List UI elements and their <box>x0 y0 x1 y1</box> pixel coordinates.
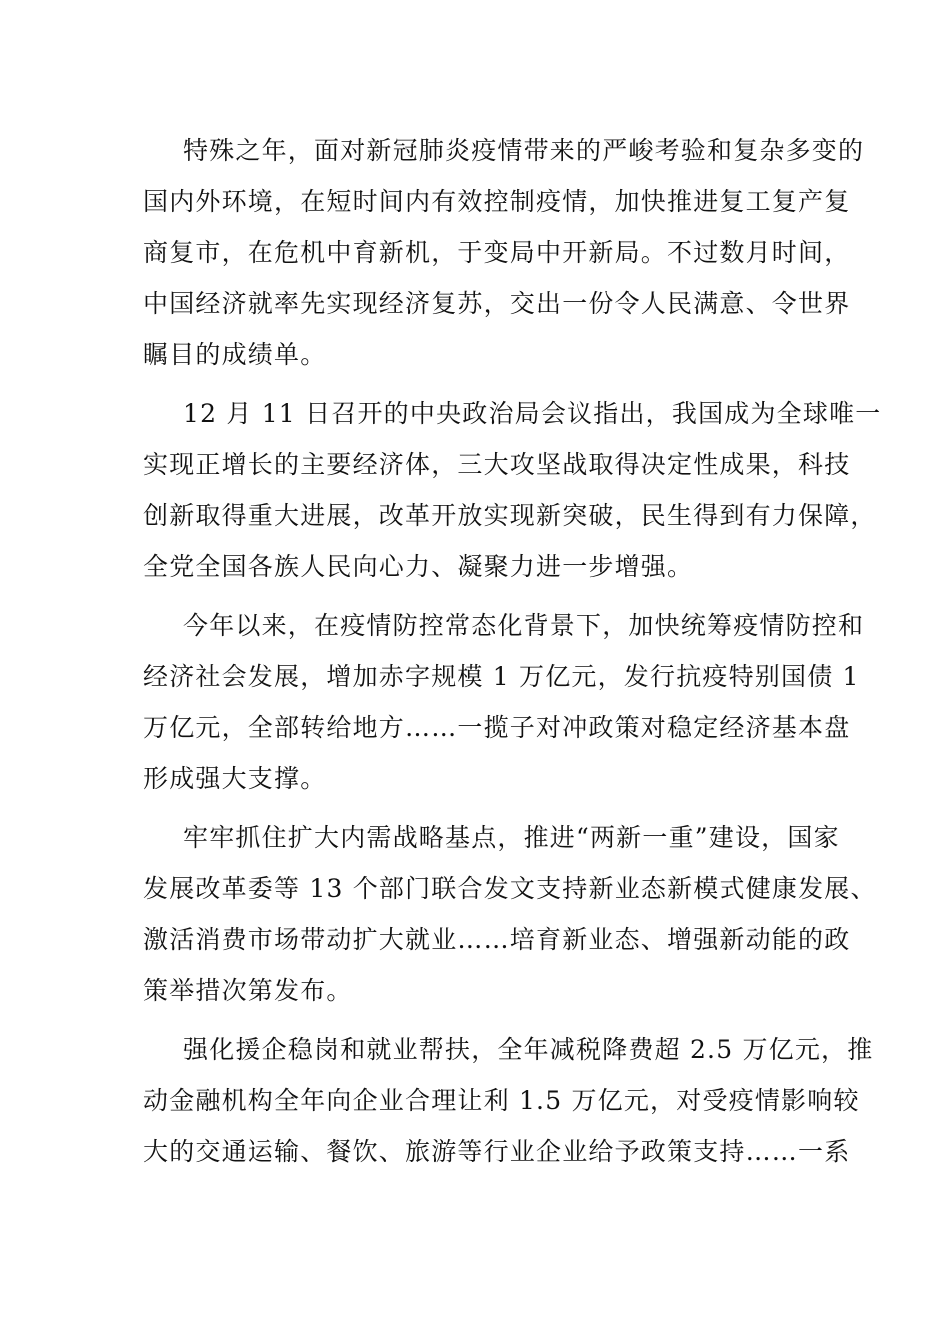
paragraph-1-line-3: 商复市，在危机中育新机，于变局中开新局。不过数月时间， <box>143 238 851 267</box>
paragraph-4-line-1: 牢牢抓住扩大内需战略基点，推进“两新一重”建设，国家 <box>183 823 840 852</box>
paragraph-5-line-3: 大的交通运输、餐饮、旅游等行业企业给予政策支持……一系 <box>143 1137 851 1166</box>
paragraph-3-line-3: 万亿元，全部转给地方……一揽子对冲政策对稳定经济基本盘 <box>143 713 851 742</box>
paragraph-3-line-1: 今年以来，在疫情防控常态化背景下，加快统筹疫情防控和 <box>183 611 865 640</box>
paragraph-4-line-4: 策举措次第发布。 <box>143 976 353 1005</box>
paragraph-5-line-1: 强化援企稳岗和就业帮扶，全年减税降费超 2.5 万亿元，推 <box>183 1035 874 1064</box>
paragraph-4-line-2: 发展改革委等 13 个部门联合发文支持新业态新模式健康发展、 <box>143 874 877 903</box>
paragraph-1-line-1: 特殊之年，面对新冠肺炎疫情带来的严峻考验和复杂多变的 <box>183 136 865 165</box>
paragraph-3-line-4: 形成强大支撑。 <box>143 764 327 793</box>
paragraph-1-line-4: 中国经济就率先实现经济复苏，交出一份令人民满意、令世界 <box>143 289 851 318</box>
paragraph-3-line-2: 经济社会发展，增加赤字规模 1 万亿元，发行抗疫特别国债 1 <box>143 662 860 691</box>
paragraph-2-line-4: 全党全国各族人民向心力、凝聚力进一步增强。 <box>143 552 694 581</box>
paragraph-4-line-3: 激活消费市场带动扩大就业……培育新业态、增强新动能的政 <box>143 925 851 954</box>
paragraph-1-line-5: 瞩目的成绩单。 <box>143 340 327 369</box>
paragraph-1-line-2: 国内外环境，在短时间内有效控制疫情，加快推进复工复产复 <box>143 187 851 216</box>
paragraph-2-line-3: 创新取得重大进展，改革开放实现新突破，民生得到有力保障， <box>143 501 877 530</box>
paragraph-2-line-2: 实现正增长的主要经济体，三大攻坚战取得决定性成果，科技 <box>143 450 851 479</box>
paragraph-2-line-1: 12 月 11 日召开的中央政治局会议指出，我国成为全球唯一 <box>183 399 882 428</box>
paragraph-5-line-2: 动金融机构全年向企业合理让利 1.5 万亿元，对受疫情影响较 <box>143 1086 860 1115</box>
